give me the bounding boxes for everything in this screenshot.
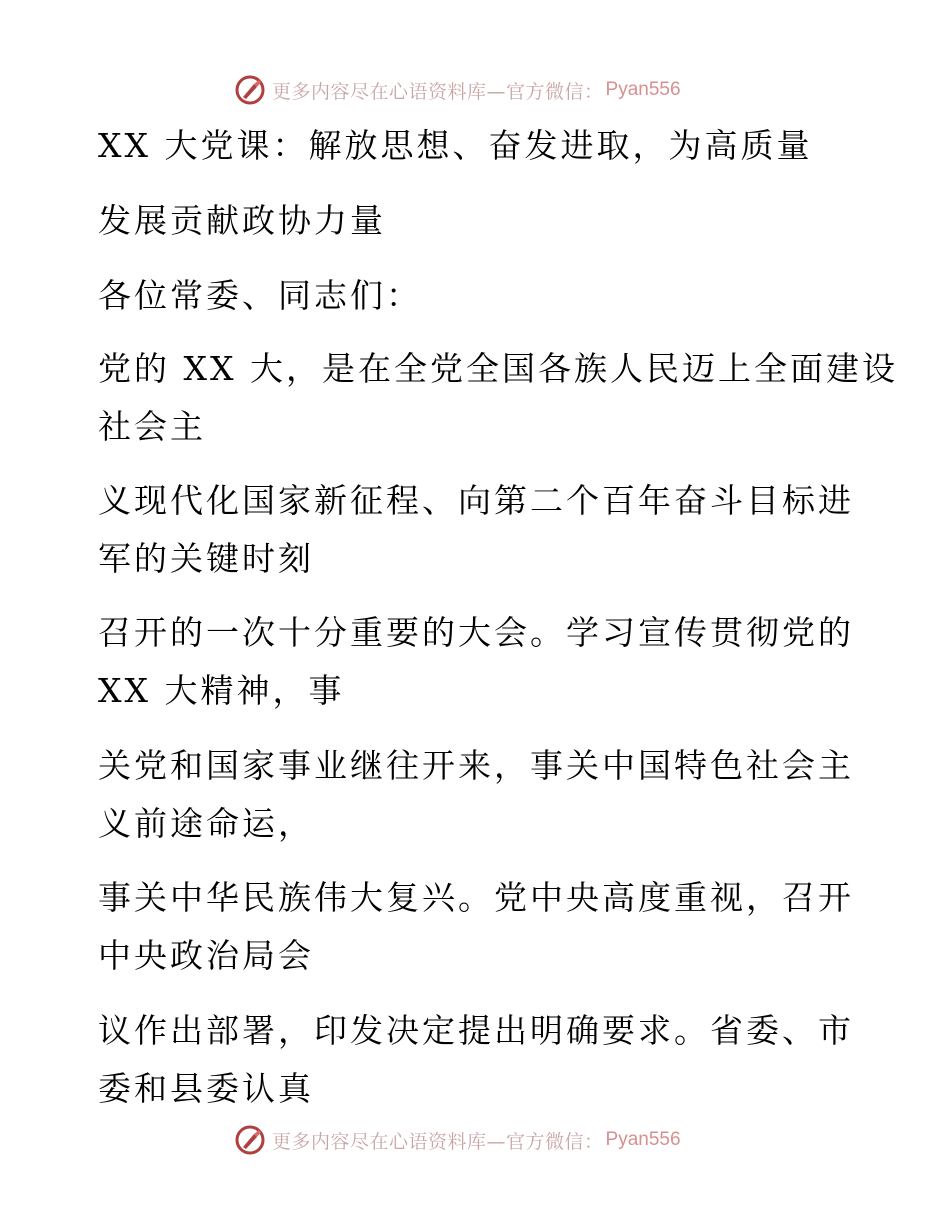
text-line: 社会主 xyxy=(98,407,206,446)
text-line: 义前途命运， xyxy=(98,804,314,843)
text-line: XX 大精神，事 xyxy=(98,671,345,710)
watermark-wechat-id: Pyan556 xyxy=(605,79,681,100)
watermark-text: 更多内容尽在心语资料库—官方微信： xyxy=(272,1130,604,1153)
text-line: 党的 XX 大，是在全党全国各族人民迈上全面建设 xyxy=(98,349,898,388)
footer-watermark xyxy=(234,1122,681,1158)
pen-logo-icon xyxy=(234,74,266,106)
header-watermark xyxy=(234,72,681,108)
text-line: 关党和国家事业继往开来，事关中国特色社会主 xyxy=(98,746,854,785)
watermark-text: 更多内容尽在心语资料库—官方微信： xyxy=(272,80,604,103)
text-line: 委和县委认真 xyxy=(98,1069,314,1108)
watermark-wechat-id: Pyan556 xyxy=(605,1129,681,1150)
pen-logo-icon xyxy=(234,1124,266,1156)
text-line: 发展贡献政协力量 xyxy=(98,201,386,240)
text-line: 各位常委、同志们： xyxy=(98,276,422,315)
text-line: 召开的一次十分重要的大会。学习宣传贯彻党的 xyxy=(98,613,854,652)
text-line: XX 大党课：解放思想、奋发进取，为高质量 xyxy=(98,126,813,165)
text-line: 义现代化国家新征程、向第二个百年奋斗目标进 xyxy=(98,481,854,520)
text-line: 事关中华民族伟大复兴。党中央高度重视，召开 xyxy=(98,878,854,917)
text-line: 中央政治局会 xyxy=(98,936,314,975)
text-line: 议作出部署，印发决定提出明确要求。省委、市 xyxy=(98,1011,854,1050)
text-line: 军的关键时刻 xyxy=(98,539,314,578)
